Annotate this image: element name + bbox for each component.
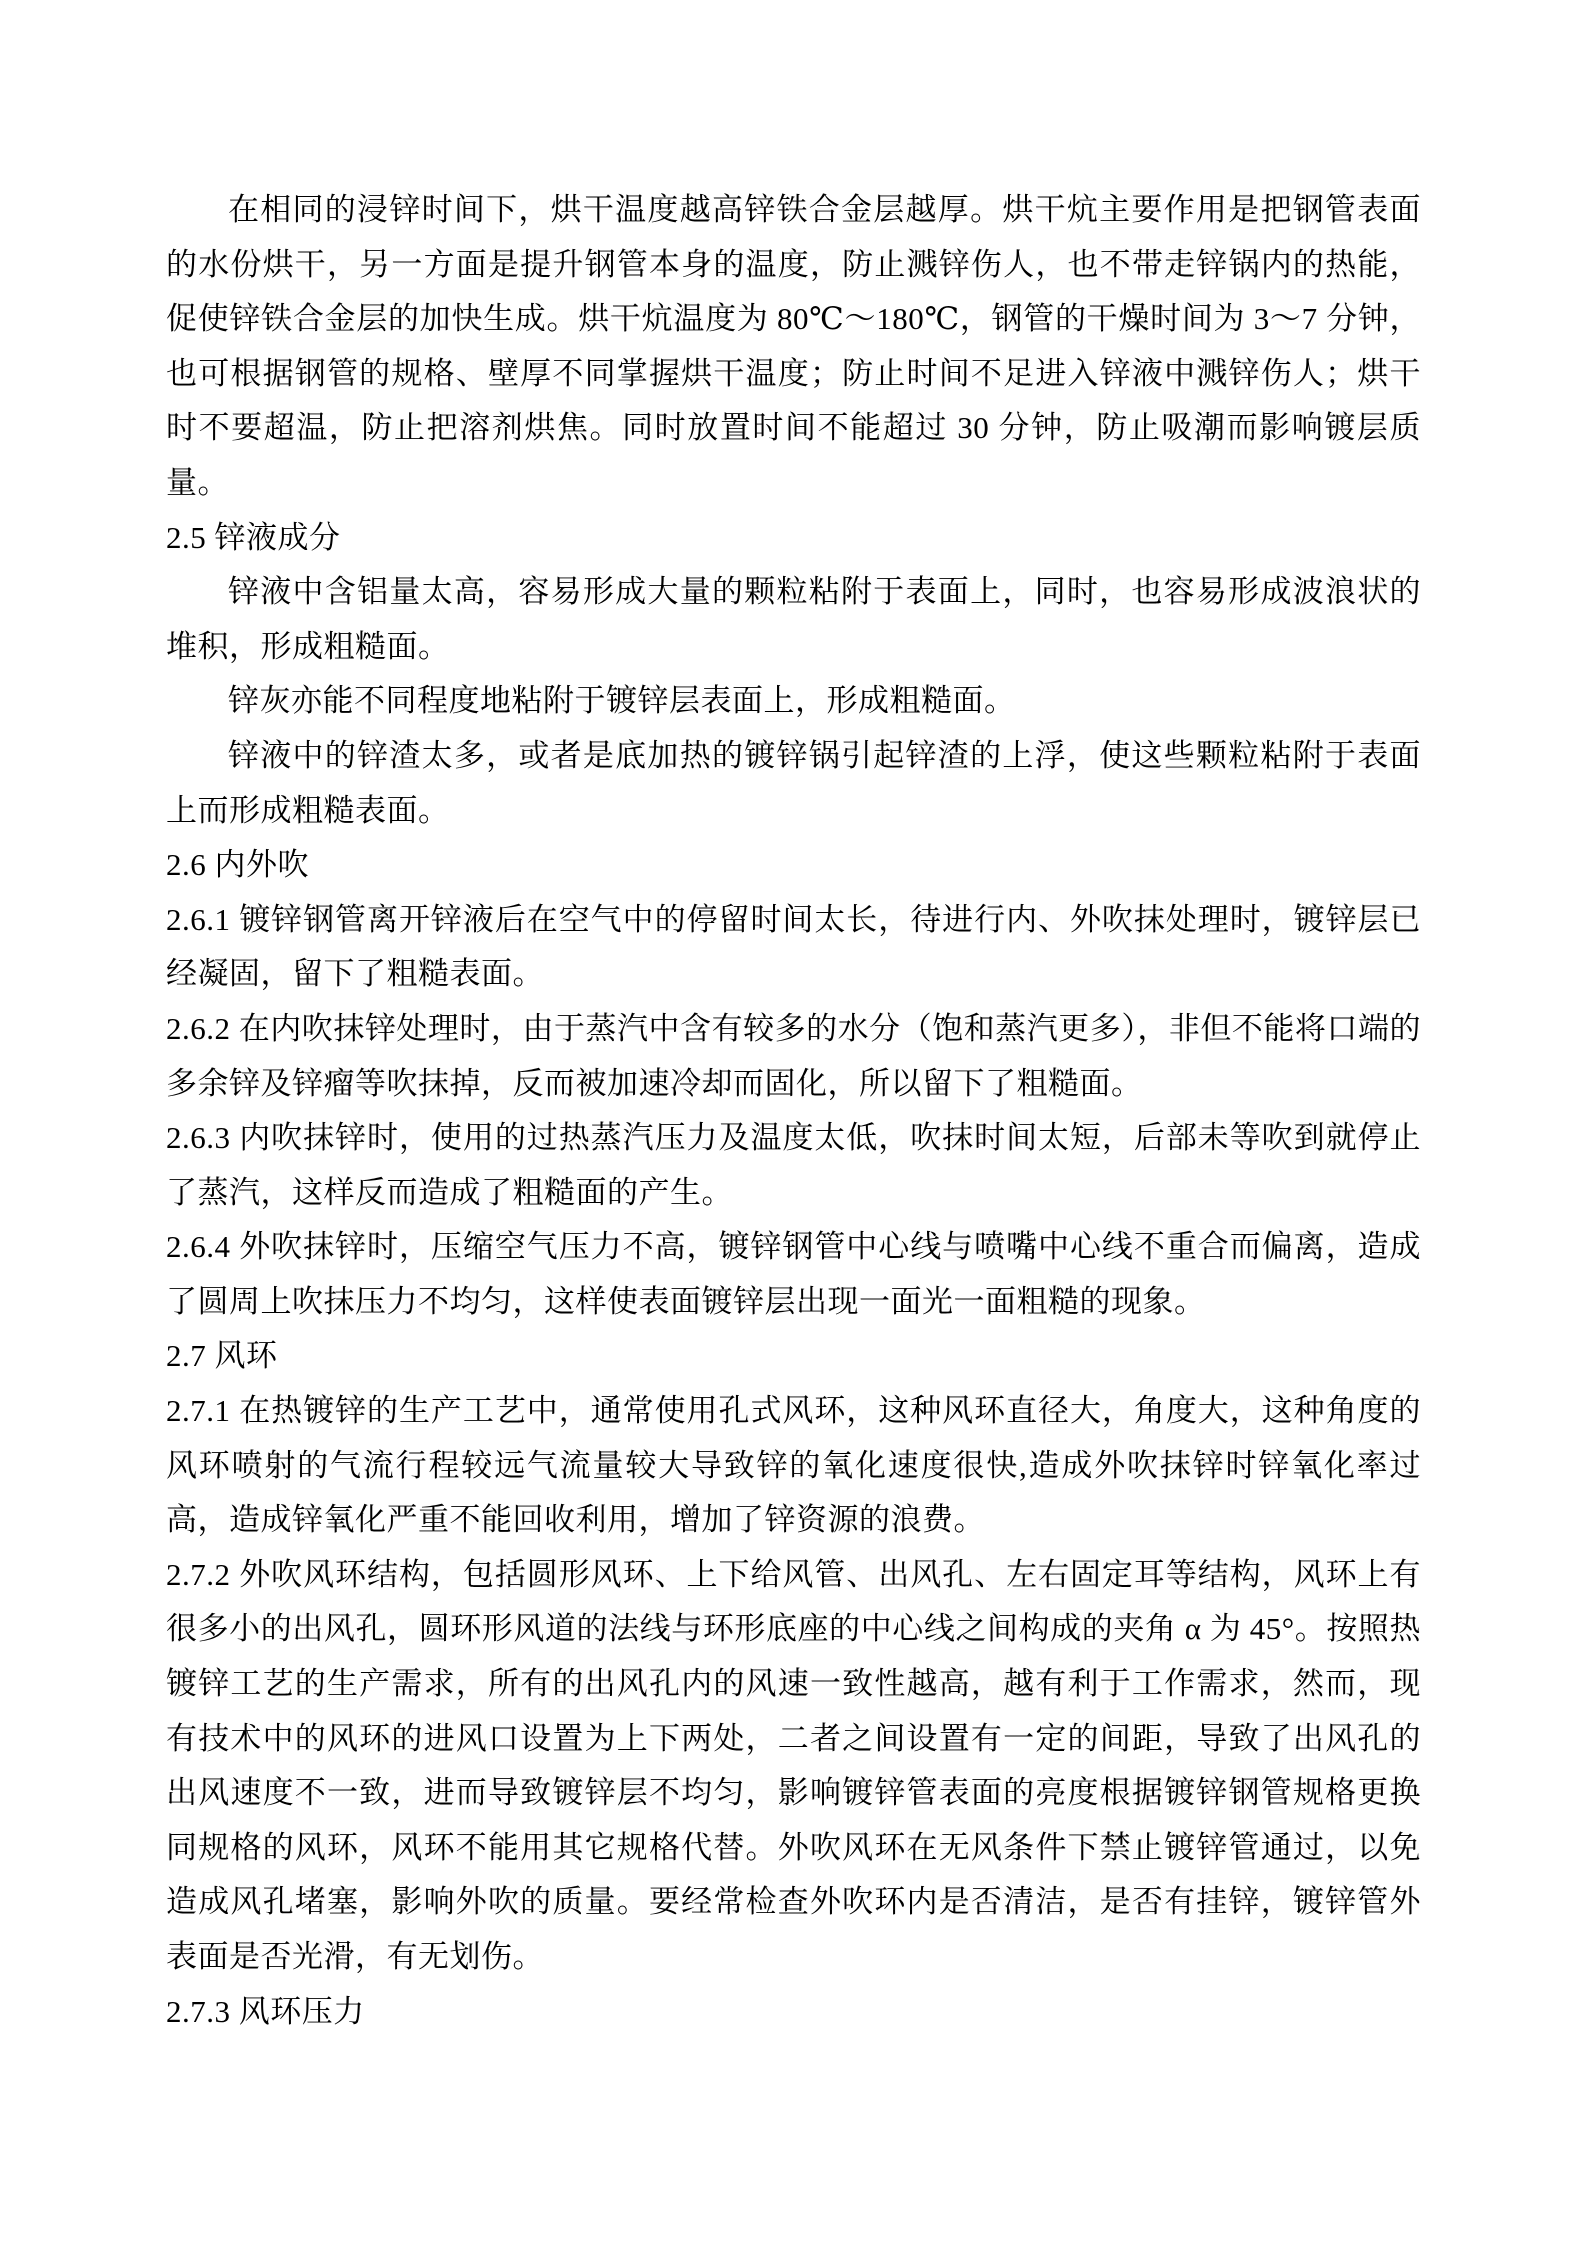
paragraph: 2.6.3 内吹抹锌时，使用的过热蒸汽压力及温度太低，吹抹时间太短，后部未等吹到就停止了蒸汽，这样反而造成了粗糙面的产生。: [166, 1120, 1421, 1210]
section-heading: 2.7 风环: [166, 1338, 278, 1374]
paragraph: 2.7.3 风环压力: [166, 1993, 365, 2029]
paragraph: 2.6.2 在内吹抹锌处理时，由于蒸汽中含有较多的水分（饱和蒸汽更多），非但不能将口端的多余锌及锌瘤等吹抹掉，反而被加速冷却而固化，所以留下了粗糙面。: [166, 1010, 1421, 1101]
section-heading: 2.5 锌液成分: [166, 519, 341, 555]
paragraph: 2.7.2 外吹风环结构，包括圆形风环、上下给风管、出风孔、左右固定耳等结构，风环上有很多小的出风孔，圆环形风道的法线与环形底座的中心线之间构成的夹角 α 为 45°。按照热镀锌工艺的生产需求，所有的出风孔内的风速一致性越高，越有利于工作需求，然而，现有技术中的风环的进风口设置为上下两处，二者之间设置有一定的间距，导致了出风孔的出风速度不一致，进而导致镀锌层不均匀，影响镀锌管表面的亮度根据镀锌钢管规格更换同规格的风环，风环不能用其它规格代替。外吹风环在无风条件下禁止镀锌管通过，以免造成风孔堵塞，影响外吹的质量。要经常检查外吹环内是否清洁，是否有挂锌，镀锌管外表面是否光滑，有无划伤。: [166, 1556, 1421, 1974]
document-body: [166, 183, 1421, 2039]
paragraph: 锌液中含铝量太高，容易形成大量的颗粒粘附于表面上，同时，也容易形成波浪状的堆积，形成粗糙面。: [166, 574, 1421, 664]
paragraph: 2.7.1 在热镀锌的生产工艺中，通常使用孔式风环，这种风环直径大，角度大，这种角度的风环喷射的气流行程较远气流量较大导致锌的氧化速度很快,造成外吹抹锌时锌氧化率过高，造成锌氧化严重不能回收利用，增加了锌资源的浪费。: [166, 1393, 1421, 1538]
section-heading: 2.6 内外吹: [166, 847, 309, 883]
paragraph: 锌液中的锌渣太多，或者是底加热的镀锌锅引起锌渣的上浮，使这些颗粒粘附于表面上而形成粗糙表面。: [166, 737, 1421, 828]
paragraph: 2.6.1 镀锌钢管离开锌液后在空气中的停留时间太长，待进行内、外吹抹处理时，镀锌层已经凝固，留下了粗糙表面。: [166, 901, 1421, 992]
paragraph: 2.6.4 外吹抹锌时，压缩空气压力不高，镀锌钢管中心线与喷嘴中心线不重合而偏离，造成了圆周上吹抹压力不均匀，这样使表面镀锌层出现一面光一面粗糙的现象。: [166, 1229, 1421, 1319]
paragraph: 在相同的浸锌时间下，烘干温度越高锌铁合金层越厚。烘干炕主要作用是把钢管表面的水份烘干，另一方面是提升钢管本身的温度，防止溅锌伤人，也不带走锌锅内的热能，促使锌铁合金层的加快生成。烘干炕温度为 80℃～180℃，钢管的干燥时间为 3～7 分钟，也可根据钢管的规格、壁厚不同掌握烘干温度；防止时间不足进入锌液中溅锌伤人；烘干时不要超温，防止把溶剂烘焦。同时放置时间不能超过 30 分钟，防止吸潮而影响镀层质量。: [166, 192, 1421, 500]
paragraph: 锌灰亦能不同程度地粘附于镀锌层表面上，形成粗糙面。: [228, 683, 1016, 719]
